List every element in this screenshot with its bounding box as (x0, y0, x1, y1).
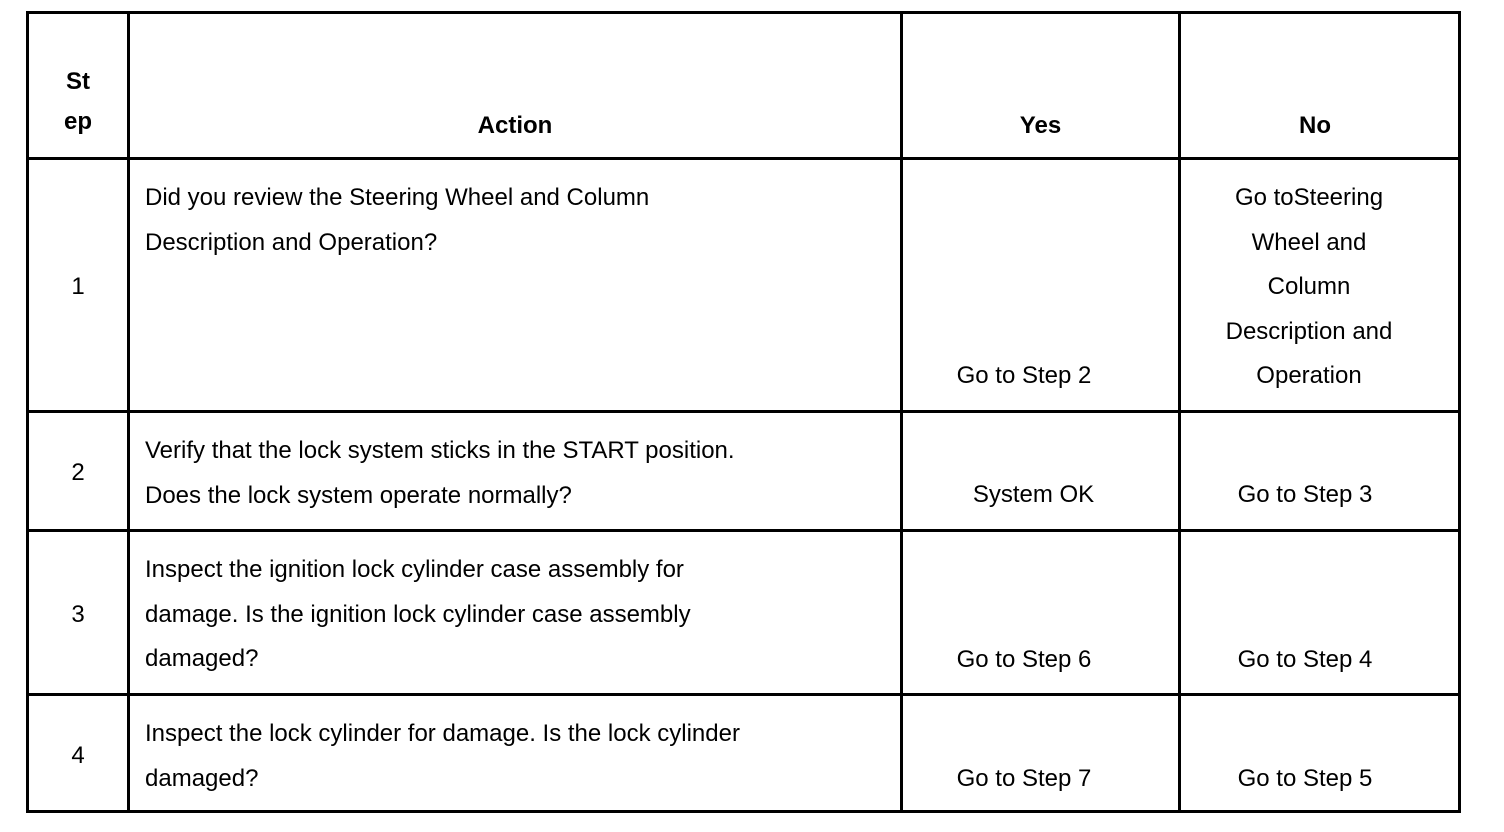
row-4-no: Go to Step 5 (1237, 765, 1373, 792)
row-divider (29, 693, 1458, 696)
row-divider (29, 529, 1458, 532)
header-no: No (1299, 112, 1331, 139)
row-4-action: Inspect the lock cylinder for damage. Is the lock cylinder damaged? (145, 720, 740, 792)
row-3-action: Inspect the ignition lock cylinder case assembly for damage. Is the ignition lock cylinder case assembly damaged? (145, 556, 691, 673)
row-divider (29, 157, 1458, 160)
row-divider (29, 410, 1458, 413)
row-1-action: Did you review the Steering Wheel and Column Description and Operation? (145, 184, 650, 256)
row-4-yes: Go to Step 7 (956, 765, 1092, 792)
row-3-no: Go to Step 4 (1237, 646, 1373, 673)
row-1-no: Go toSteering Wheel and Column Description and Operation (1225, 184, 1393, 390)
diagnostic-table (26, 11, 1461, 813)
row-2-yes: System OK (972, 481, 1095, 508)
row-3-yes: Go to Step 6 (956, 646, 1092, 673)
header-step: St ep (63, 68, 92, 135)
row-2-action: Verify that the lock system sticks in the START position. Does the lock system operate normally? (145, 437, 735, 509)
row-4-step: 4 (71, 742, 85, 769)
header-yes: Yes (1019, 112, 1062, 139)
row-1-step: 1 (71, 273, 85, 300)
row-2-step: 2 (71, 459, 85, 486)
row-1-yes: Go to Step 2 (956, 362, 1092, 389)
row-3-step: 3 (71, 601, 85, 628)
row-2-no: Go to Step 3 (1237, 481, 1373, 508)
header-action: Action (477, 112, 553, 139)
